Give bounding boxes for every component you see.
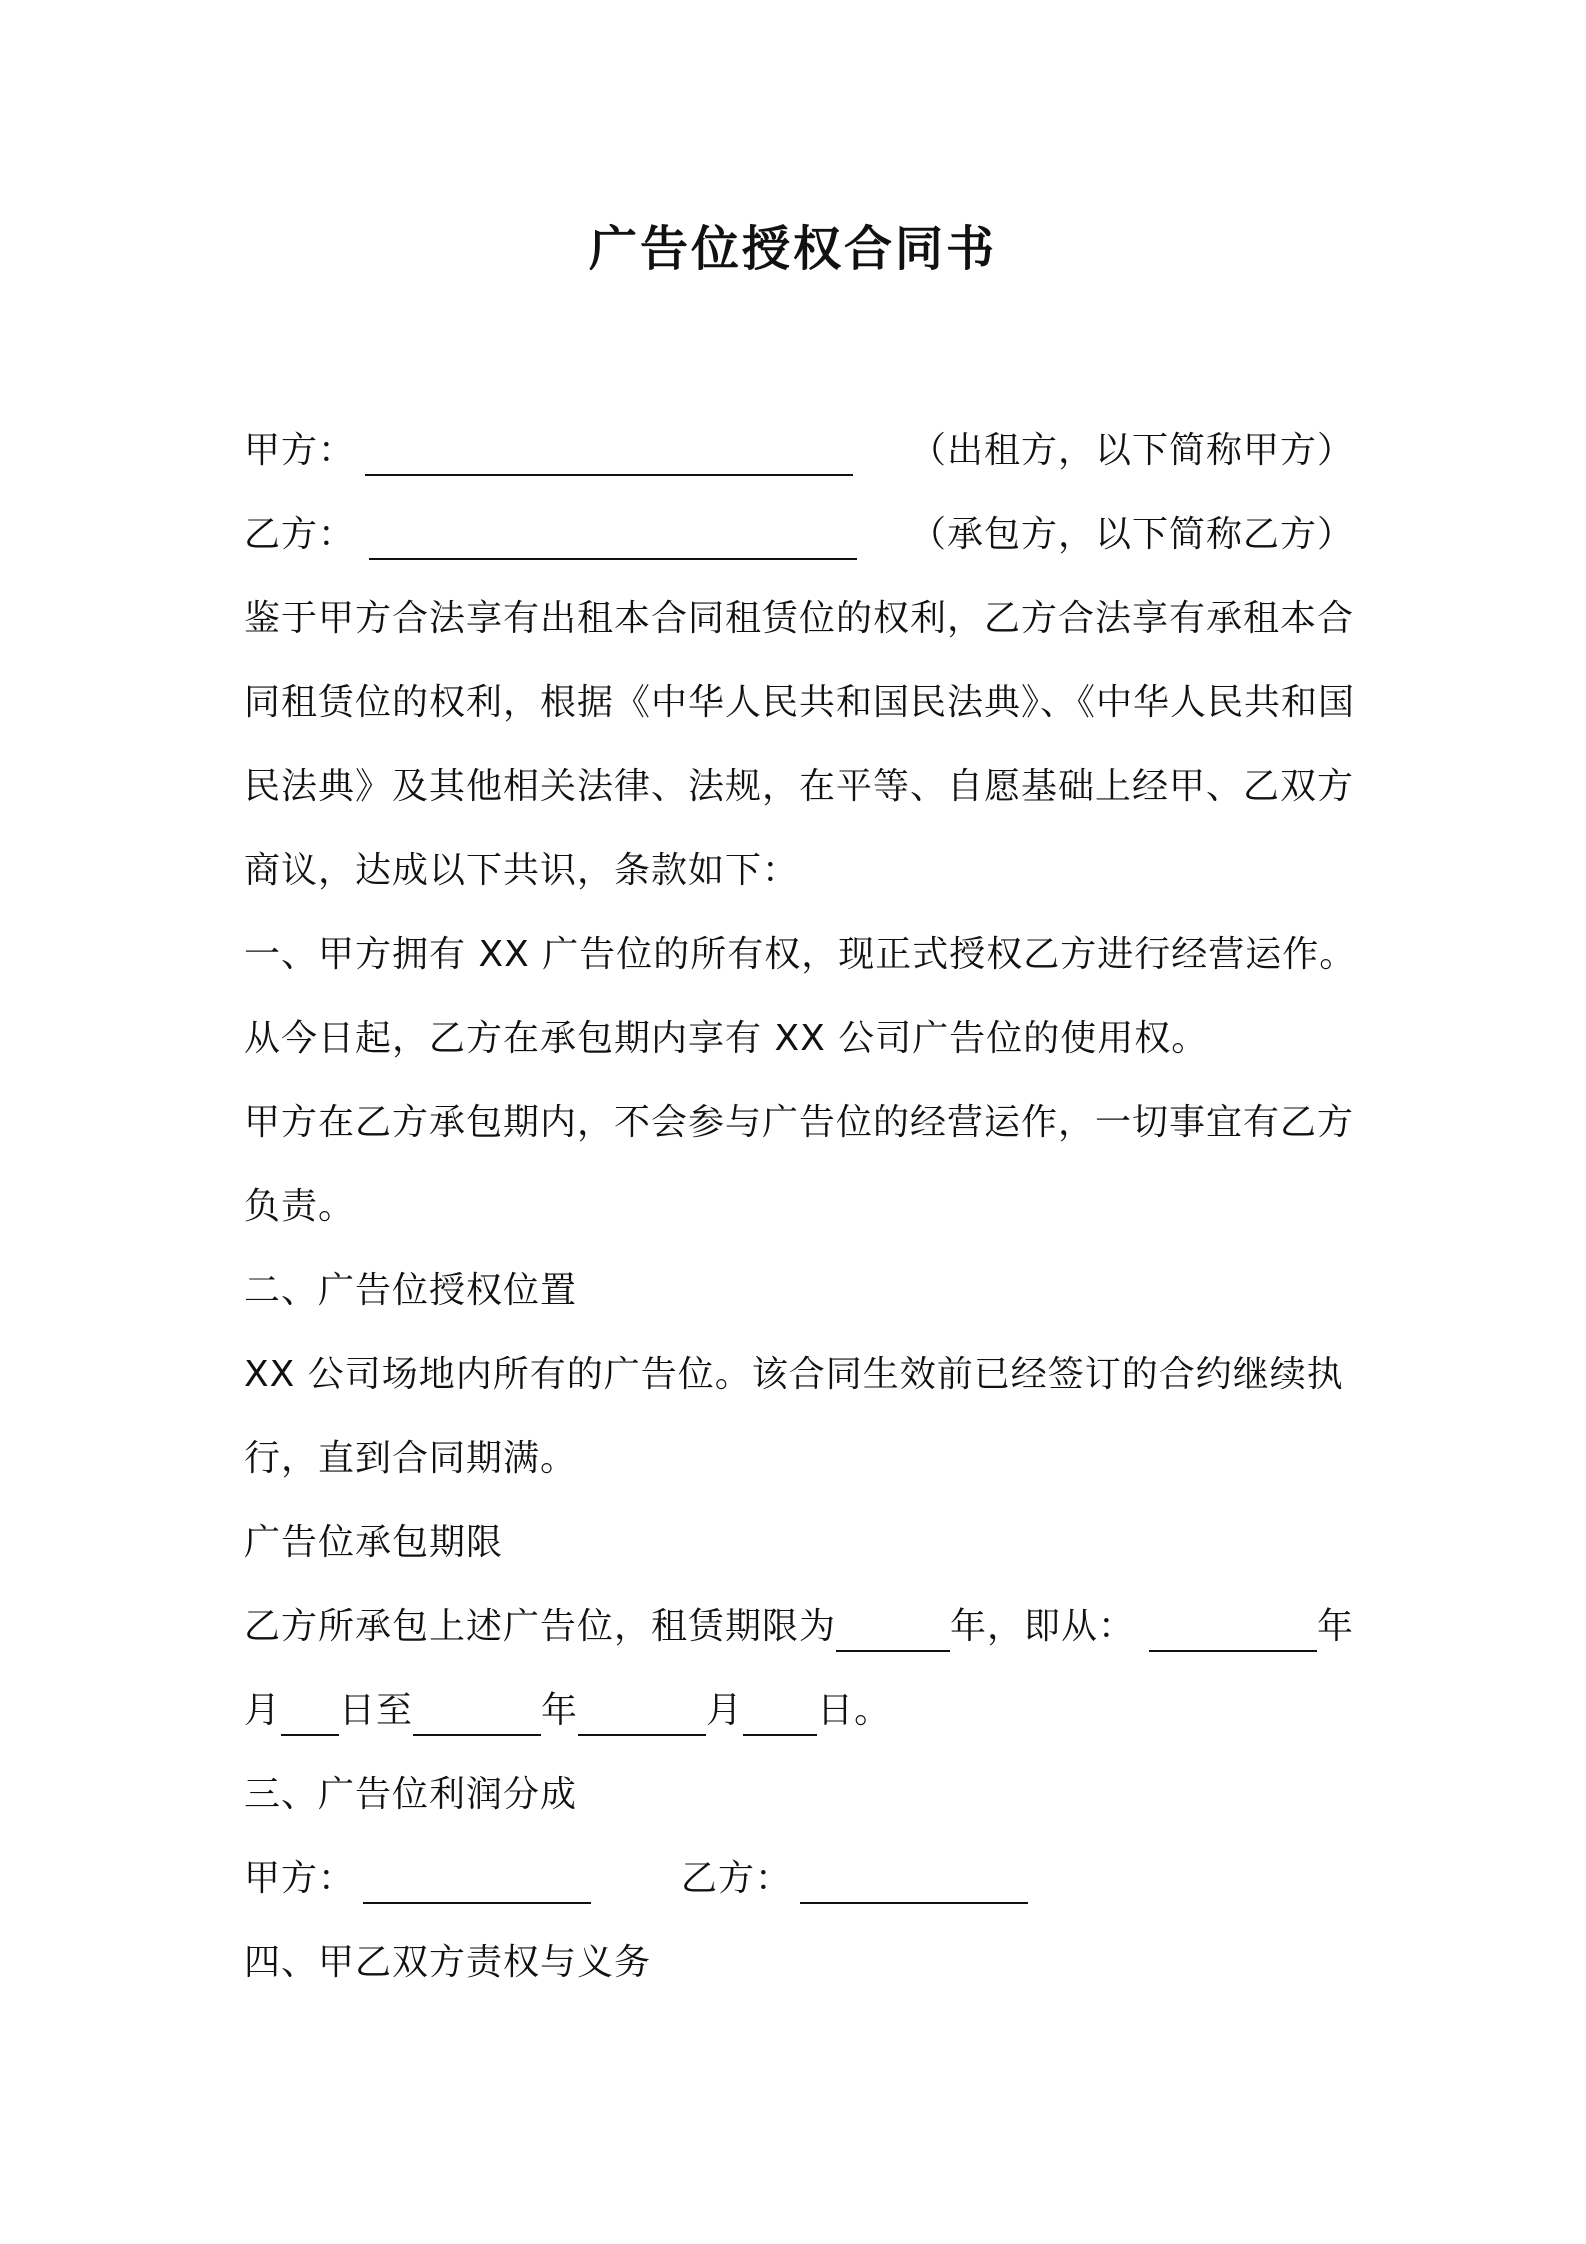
party-a-line <box>244 405 1364 489</box>
end-day-blank[interactable] <box>743 1694 817 1736</box>
party-a-note: （出租方，以下简称甲方） <box>909 429 1354 471</box>
term-text-c: 年 <box>1317 1605 1355 1647</box>
profit-share-line <box>244 1833 1364 1917</box>
section-3-heading: 三、广告位利润分成 <box>244 1773 578 1815</box>
start-month-label: 月 <box>244 1689 282 1731</box>
end-year-label: 年 <box>541 1689 579 1731</box>
term-years-blank[interactable] <box>836 1610 950 1652</box>
preamble-line: 同租赁位的权利，根据《中华人民共和国民法典》、《中华人民共和国 <box>244 681 1356 723</box>
party-b-line <box>244 489 1364 573</box>
profit-party-a-label: 甲方： <box>244 1857 356 1899</box>
profit-party-b-blank[interactable] <box>800 1862 1028 1904</box>
party-b-note: （承包方，以下简称乙方） <box>909 513 1354 555</box>
party-b-label: 乙方： <box>244 513 356 555</box>
section-2-line: 行，直到合同期满。 <box>244 1437 578 1479</box>
end-day-label: 日。 <box>817 1689 892 1731</box>
term-heading: 广告位承包期限 <box>244 1521 504 1563</box>
preamble-line: 商议，达成以下共识，条款如下： <box>244 849 800 891</box>
preamble-line: 鉴于甲方合法享有出租本合同租赁位的权利，乙方合法享有承租本合 <box>244 597 1355 639</box>
start-month-blank[interactable] <box>281 1694 339 1736</box>
end-year-blank[interactable] <box>413 1694 541 1736</box>
section-1-line: 负责。 <box>244 1185 356 1227</box>
profit-party-a-blank[interactable] <box>363 1862 591 1904</box>
contract-title: 广告位授权合同书 <box>588 221 997 277</box>
end-month-label: 月 <box>706 1689 744 1731</box>
section-2-line: XX 公司场地内所有的广告位。该合同生效前已经签订的合约继续执 <box>244 1353 1344 1395</box>
start-day-label: 日至 <box>339 1689 414 1731</box>
party-b-name-blank[interactable] <box>369 518 857 560</box>
term-line-1 <box>244 1581 1364 1665</box>
section-1-line: 甲方在乙方承包期内，不会参与广告位的经营运作，一切事宜有乙方 <box>244 1101 1355 1143</box>
section-4-heading: 四、甲乙双方责权与义务 <box>244 1941 652 1983</box>
section-1-line: 一、甲方拥有 XX 广告位的所有权，现正式授权乙方进行经营运作。 <box>244 933 1357 975</box>
term-text-a: 乙方所承包上述广告位，租赁期限为 <box>244 1605 837 1647</box>
end-month-blank[interactable] <box>578 1694 706 1736</box>
preamble-line: 民法典》及其他相关法律、法规，在平等、自愿基础上经甲、乙双方 <box>244 765 1355 807</box>
term-text-b: 年，即从： <box>950 1605 1136 1647</box>
section-1-line: 从今日起，乙方在承包期内享有 XX 公司广告位的使用权。 <box>244 1017 1209 1059</box>
party-a-name-blank[interactable] <box>365 434 853 476</box>
term-line-2 <box>244 1665 1364 1749</box>
start-year-blank[interactable] <box>1149 1610 1317 1652</box>
contract-body <box>244 405 1364 2001</box>
section-2-heading: 二、广告位授权位置 <box>244 1269 578 1311</box>
profit-party-b-label: 乙方： <box>681 1857 793 1899</box>
party-a-label: 甲方： <box>244 429 356 471</box>
